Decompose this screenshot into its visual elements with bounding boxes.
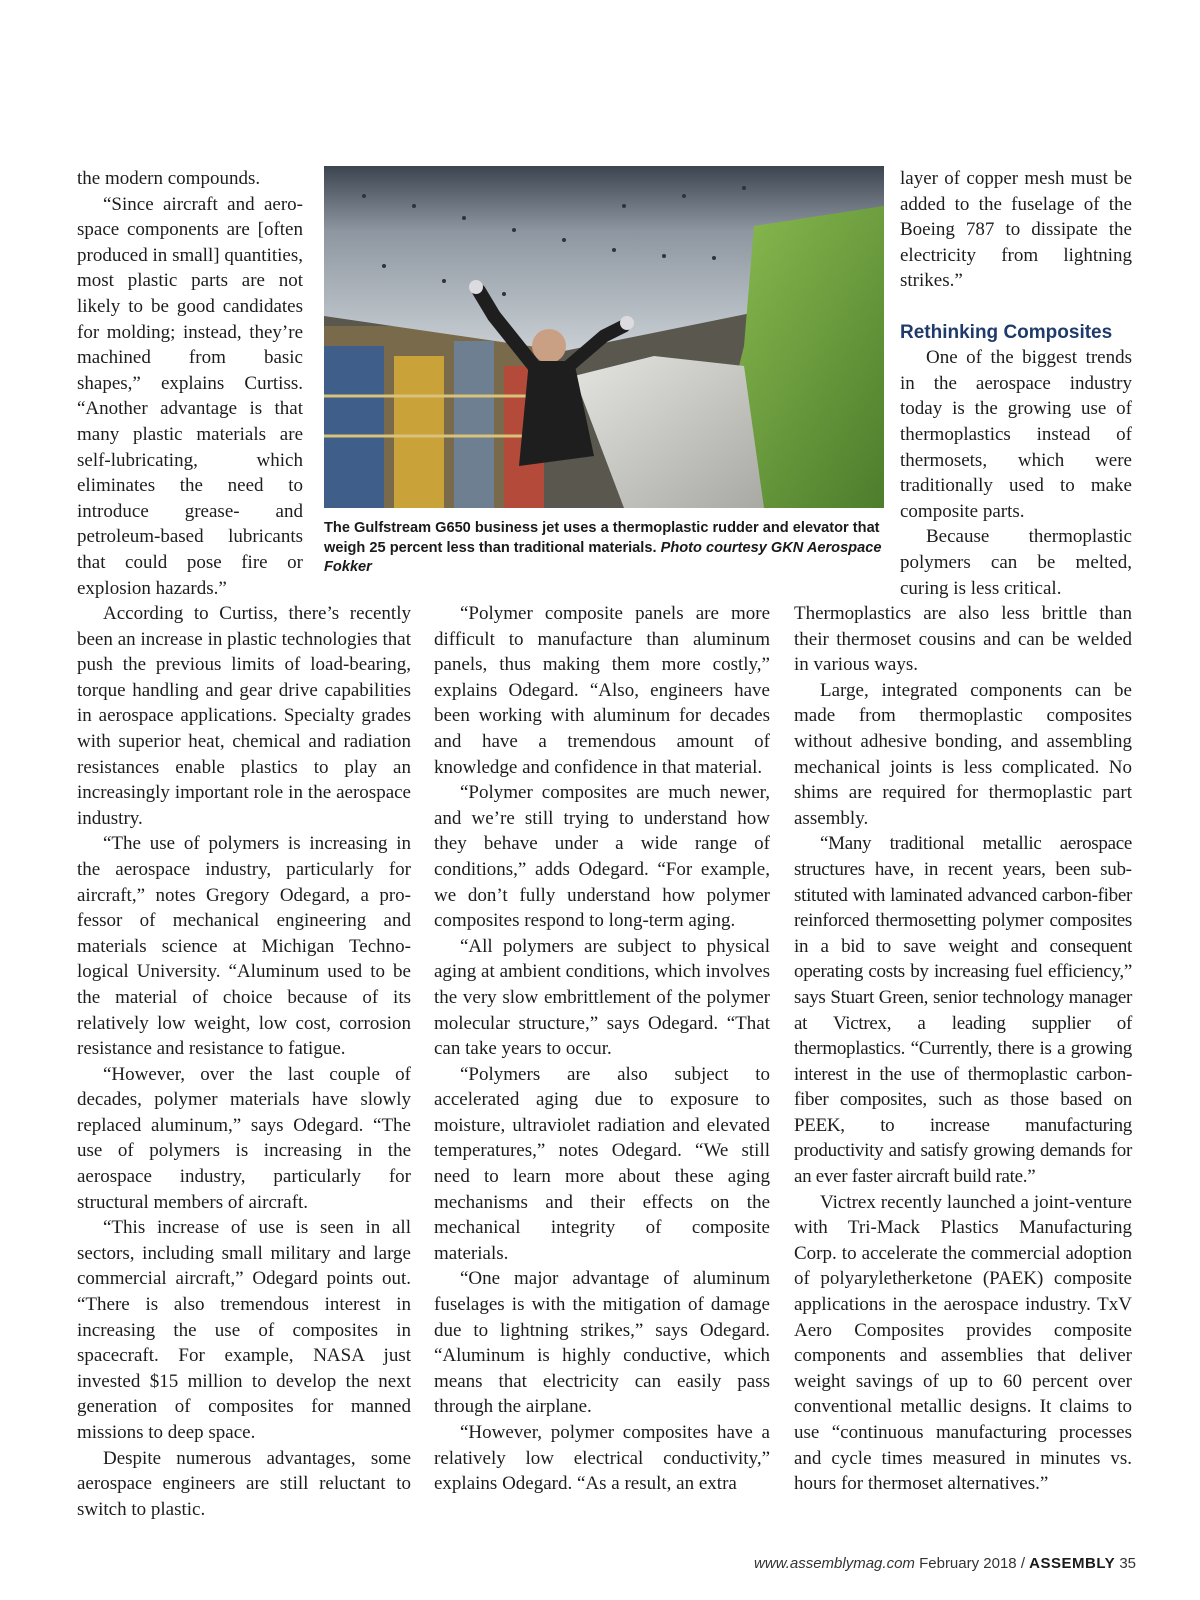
paragraph: “Polymers are also subject to accelerated aging due to exposure to moisture, ultraviolet radiation and elevated temperatures,” notes Odegard. “We still need to learn more about these aging mechanisms and their effects on the mechanical integrity of composite materials. — [434, 1063, 770, 1264]
photo-caption — [324, 519, 884, 578]
paragraph: “Polymer composites are much newer, and we’re still trying to understand how they behave under a wide range of conditions,” adds Odegard. “For example, we don’t fully understand how polymer composites respond to long-term aging. — [434, 782, 770, 932]
paragraph: “One major advantage of aluminum fuselages is with the mitigation of damage due to lightning strikes,” says Odegard. “Aluminum is highly conductive, which means that electricity can easily pass through the airplane. — [434, 1268, 770, 1418]
photo-credit: Photo courtesy GKN Aerospace Fokker — [324, 539, 882, 575]
paragraph: “However, over the last couple of decades, polymer materials have slowly replaced aluminum,” says Odegard. “The use of polymers is increasing in the aerospace industry, particularly for structural members of aircraft. — [77, 1063, 411, 1213]
paragraph: According to Curtiss, there’s recently been an increase in plastic technologies that push the previous limits of load-bearing, torque handling and gear drive capabilities in aerospace applications. Specialty grades with superior heat, chemical and radiation resistances enable plastics to play an increasingly important role in the aerospace industry. — [77, 603, 411, 829]
column-3-upper — [900, 166, 1132, 601]
caption-text: The Gulfstream G650 business jet uses a thermoplastic rudder and elevator that weigh 25 percent less than traditional materials. — [324, 520, 880, 556]
paragraph: layer of copper mesh must be added to the fuselage of the Boeing 787 to dissipate the electricity from lightning strikes.” — [900, 168, 1132, 292]
paragraph: One of the biggest trends in the aerospace industry today is the growing use of thermoplastics instead of thermosets, which were traditionally used to make composite parts. — [900, 347, 1132, 522]
paragraph: “This increase of use is seen in all sectors, including small military and large commercial aircraft,” Odegard points out. “There is also tremendous interest in increasing the use of composites in spacecraft. For example, NASA just invested $15 million to develop the next generation of composites for manned missions to deep space. — [77, 1217, 411, 1443]
article-photo — [324, 166, 884, 508]
paragraph: “Since aircraft and aerospace components are [often produced in small] quantities, most plastic parts are not likely to be good candidates for molding; instead, they’re machined from basic shapes,” explains Curtiss. “Another advantage is that many plastic materials are self-lubricating, which eliminates the need to introduce grease- and petroleum-based lubricants that could pose fire or explosion hazards.” — [77, 193, 303, 599]
paragraph: Despite numerous advantages, some aerospace engineers are still reluctant to switch to plastic. — [77, 1447, 411, 1520]
magazine-name: ASSEMBLY — [1029, 1555, 1116, 1572]
paragraph: “The use of polymers is increasing in the aerospace industry, particularly for aircraft,” notes Gregory Odegard, a professor of mechanical engineering and materials science at Michigan Technological University. “Aluminum used to be the material of choice because of its relatively low weight, low cost, corrosion resistance and resistance to fatigue. — [77, 833, 411, 1060]
paragraph: Thermoplastics are also less brittle than their thermoset cousins and can be welded in various ways. — [794, 603, 1132, 676]
page-number: 35 — [1119, 1555, 1136, 1572]
footer-separator: / — [1020, 1555, 1025, 1572]
footer-date: February 2018 — [919, 1555, 1017, 1572]
paragraph: “Many traditional metallic aerospace structures have, in recent years, been substituted with laminated advanced carbon-fiber reinforced thermosetting polymer composites in a bid to save weight and consequent operating costs by increasing fuel efficiency,” says Stuart Green, senior technology manager at Victrex, a leading supplier of thermoplastics. “Currently, there is a growing interest in the use of thermoplastic carbon-fiber composites, such as those based on PEEK, to increase manufacturing productivity and satisfy growing demands for an ever faster aircraft build rate.” — [794, 833, 1132, 1188]
paragraph: Because thermoplastic polymers can be melted, curing is less critical. — [900, 526, 1132, 599]
paragraph: “Polymer composite panels are more difficult to manufacture than aluminum panels, thus making them more costly,” explains Odegard. “Also, engineers have been working with aluminum for decades and have a tremendous amount of knowledge and confidence in that material. — [434, 603, 770, 778]
column-3-lower — [794, 601, 1132, 1497]
column-2 — [434, 601, 770, 1497]
paragraph: Victrex recently launched a joint-venture with Tri-Mack Plastics Manufacturing Corp. to accelerate the commercial adoption of polyaryletherketone (PAEK) composite applications in the aerospace industry. TxV Aero Composites provides composite components and assemblies that deliver weight savings of up to 60 percent over conventional metallic designs. It claims to use “continuous manufacturing processes and cycle times measured in minutes vs. hours for thermoset alternatives.” — [794, 1191, 1132, 1495]
footer-url: www.assemblymag.com — [754, 1555, 915, 1572]
section-heading: Rethinking Composites — [900, 321, 1113, 343]
page-footer — [754, 1555, 1136, 1572]
paragraph: the modern compounds. — [77, 168, 261, 189]
paragraph: Large, integrated components can be made from thermoplastic composites without adhesive bonding, and assembling mechanical joints is less complicated. No shims are required for thermoplastic part assembly. — [794, 679, 1132, 829]
column-1 — [77, 166, 303, 601]
photo-illustration — [324, 166, 884, 508]
column-1-lower — [77, 601, 411, 1522]
paragraph: “All polymers are subject to physical aging at ambient conditions, which involves the very slow embrittlement of the polymer molecular structure,” says Odegard. “That can take years to occur. — [434, 935, 770, 1060]
paragraph: “However, polymer composites have a relatively low electrical conductivity,” explains Odegard. “As a result, an extra — [434, 1422, 770, 1495]
